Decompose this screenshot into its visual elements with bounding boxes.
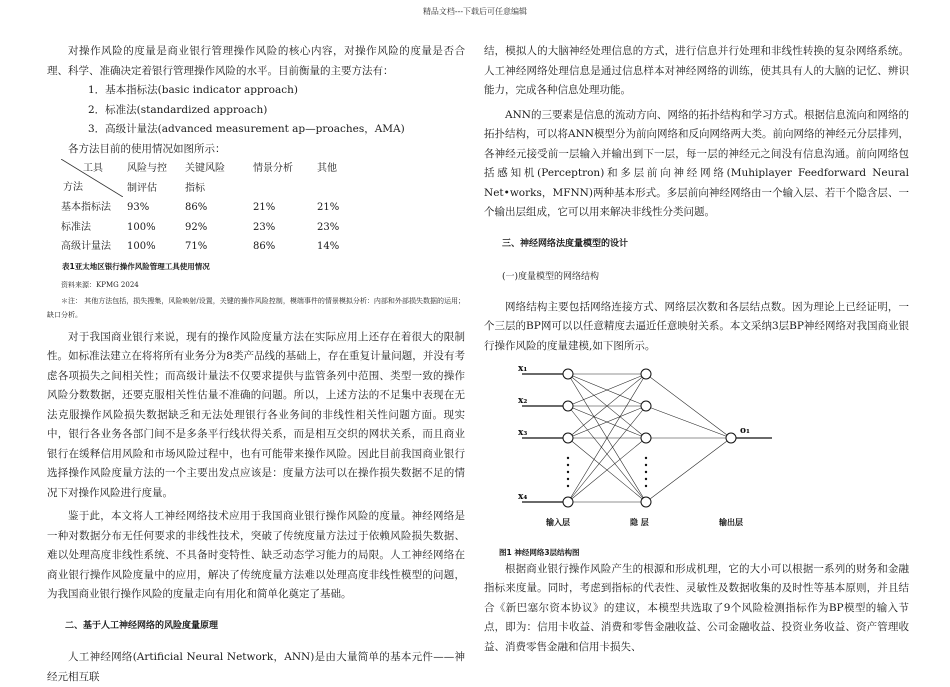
table-header-col3-top: 情景分析 bbox=[253, 163, 293, 174]
table-cell: 86% bbox=[185, 202, 208, 213]
subsection-heading-1: (一)度量模型的网络结构 bbox=[502, 272, 600, 282]
table-corner-top: 工具 bbox=[83, 163, 103, 174]
neural-network-figure bbox=[510, 362, 909, 540]
table-header-col4-bottom bbox=[317, 179, 363, 199]
methods-usage-table bbox=[61, 159, 363, 257]
table-header-col1-top: 风险与控 bbox=[127, 163, 167, 174]
table-header-col3-bottom bbox=[253, 179, 317, 199]
table-cell-method: 标准法 bbox=[61, 221, 91, 233]
right-column bbox=[484, 42, 909, 657]
table-cell: 100% bbox=[127, 221, 156, 233]
hidden-output-connection bbox=[646, 438, 731, 502]
method-item-2: 2．标准法(standardized approach) bbox=[88, 103, 268, 116]
page-header-note: 精品文档---下载后可任意编辑 bbox=[422, 7, 528, 16]
method-item-3: 3．高级计量法(advanced measurement ap—proaches，AMA) bbox=[88, 123, 405, 135]
right-paragraph-2: ANN的三要素是信息的流动方向、网络的拓扑结构和学习方式。根据信息流向和网络的拓扑结构，可以将ANN模型分为前向网络和反向网络两大类。前向网络的神经元分层排列，各神经元接受前一层输入并输出到下一层，每一层的神经元之间没有信息沟通。前向网络包括感知机(Perceptron)和多层前向神经网络(Muhiplayer Feedforward Neural Net•works，MFNN)两种基本形式。多层前向神经网络由一个输入层、若干个隐含层、一个输出层组成，它可以用来解决非线性分类问题。 bbox=[484, 108, 909, 218]
table-header-col1-bottom: 制评估 bbox=[127, 182, 157, 194]
neural-network-diagram bbox=[510, 362, 780, 532]
table-cell: 23% bbox=[317, 221, 340, 233]
input-node bbox=[563, 401, 573, 411]
input-node bbox=[563, 369, 573, 379]
table-cell: 21% bbox=[253, 202, 276, 213]
hidden-output-connection bbox=[646, 406, 731, 438]
input-node bbox=[563, 497, 573, 507]
table-source: 资料来源：KPMG 2024 bbox=[61, 280, 139, 289]
table-cell-method: 高级计量法 bbox=[61, 241, 111, 252]
method-item-1: 1．基本指标法(basic indicator approach) bbox=[88, 84, 299, 96]
hidden-output-connection bbox=[646, 374, 731, 438]
input-label-x4: x₄ bbox=[518, 492, 528, 502]
table-corner-bottom: 方法 bbox=[63, 182, 83, 193]
table-cell: 86% bbox=[253, 241, 276, 252]
table-cell: 14% bbox=[317, 241, 340, 252]
table-corner-cell bbox=[61, 159, 127, 198]
table-header-col2-top: 关键风险 bbox=[185, 163, 225, 174]
right-paragraph-4: 根据商业银行操作风险产生的根源和形成机理，它的大小可以根据一系列的财务和金融指标来度量。同时，考虑到指标的代表性、灵敏性及数据收集的及时性等基本原则，并且结合《新巴塞尔资本协议》的建议，本模型共选取了9个风险检测指标作为BP模型的输入节点，即为：信用卡收益、消费和零售金融收益、公司金融收益、投资业务收益、资产管理收益、消费零售金融和信用卡损失、 bbox=[484, 562, 909, 653]
output-layer-label: 输出层 bbox=[719, 518, 743, 527]
table-caption: 表1亚太地区银行操作风险管理工具使用情况 bbox=[62, 261, 210, 271]
section-heading-3: 三、神经网络法度量模型的设计 bbox=[502, 238, 629, 249]
table-cell: 71% bbox=[185, 241, 208, 252]
output-label-o1: o₁ bbox=[740, 426, 750, 436]
table-cell: 93% bbox=[127, 202, 150, 213]
input-node bbox=[563, 433, 573, 443]
table-header-col4-top: 其他 bbox=[317, 163, 337, 174]
body-paragraph-4: 人工神经网络(Artificial Neural Network，ANN)是由大量简单的基本元件——神经元相互联 bbox=[47, 651, 465, 683]
output-node bbox=[726, 433, 736, 443]
table-cell: 21% bbox=[317, 202, 340, 213]
left-column bbox=[47, 42, 465, 687]
table-cell-method: 基本指标法 bbox=[61, 202, 111, 213]
section-heading-2: 二、基于人工神经网络的风险度量原理 bbox=[65, 620, 219, 631]
hidden-node bbox=[641, 401, 651, 411]
right-paragraph-1: 结，模拟人的大脑神经处理信息的方式，进行信息并行处理和非线性转换的复杂网络系统。人工神经网络处理信息是通过信息样本对神经网络的训练，使其具有人的大脑的记忆、辨识能力，完成各种信息处理功能。 bbox=[484, 45, 909, 96]
hidden-layer-label: 隐 层 bbox=[630, 518, 649, 527]
table-header-col2-bottom: 指标 bbox=[185, 182, 205, 194]
body-paragraph-2: 对于我国商业银行来说，现有的操作风险度量方法在实际应用上还存在着很大的限制性。如标准法建立在将将所有业务分为8类产品线的基础上，存在重复计量问题，并没有考虑各项损失之间相关性；而高级计量法不仅要求提供与监管条列中范围、类型一致的操作风险分数数据，还要克服相关性估量不准确的问题。所以，上述方法的不足集中表现在无法克服操作风险损失数据缺乏和无法处理银行各业务间的非线性相关性问题方面。现实中，银行各业务各部门间不是多条平行线状得关系，而是相互交织的网状关系，而且商业银行在缓释信用风险和市场风险过程中，也有可能带来操作风险。因此目前我国商业银行选择操作风险度量方法的一个主要出发点应该是：度量方法可以在操作损失数据不足的情况下对操作风险进行度量。 bbox=[47, 330, 465, 499]
input-label-x1: x₁ bbox=[518, 364, 528, 374]
table-row bbox=[61, 237, 363, 257]
table-note: ＊注： 其他方法包括，损失搜集，风险映射/设置，关键的操作风险控制，模端事件的情景模拟分析：内部和外部损失数据的运用；缺口分析。 bbox=[47, 296, 465, 319]
table-row bbox=[61, 218, 363, 238]
body-paragraph-3: 鉴于此，本文将人工神经网络技术应用于我国商业银行操作风险的度量。神经网络是一种对数据分布无任何要求的非线性技术，突破了传统度量方法过于依赖风险损失数据、难以处理高度非线性系统、不具备时变特性、缺乏动态学习能力的局限。人工神经网络在商业银行操作风险度量中的应用，解决了传统度量方法难以处理高度非线性模型的问题，为我国商业银行操作风险的度量走向有用化和简单化奠定了基础。 bbox=[47, 510, 465, 600]
figure-caption: 图1 神经网络3层结构图 bbox=[499, 547, 580, 557]
table-intro: 各方法目前的使用情况如图所示： bbox=[68, 142, 226, 155]
table-cell: 23% bbox=[253, 221, 276, 233]
right-paragraph-3: 网络结构主要包括网络连接方式、网络层次数和各层结点数。因为理论上已经证明，一个三层的BP网可以以任意精度去逼近任意映射关系。本文采纳3层BP神经网络对我国商业银行操作风险的度量建模,如下图所示。 bbox=[484, 300, 909, 352]
hidden-node bbox=[641, 433, 651, 443]
table-row bbox=[61, 198, 363, 218]
input-label-x3: x₃ bbox=[518, 428, 528, 438]
table-cell: 100% bbox=[127, 241, 156, 252]
input-label-x2: x₂ bbox=[518, 396, 528, 406]
input-layer-label: 输入层 bbox=[546, 518, 570, 527]
table-cell: 92% bbox=[185, 221, 208, 233]
intro-paragraph: 对操作风险的度量是商业银行管理操作风险的核心内容，对操作风险的度量是否合理、科学、准确决定着银行管理操作风险的水平。目前衡量的主要方法有： bbox=[47, 45, 465, 77]
hidden-node bbox=[641, 369, 651, 379]
hidden-node bbox=[641, 497, 651, 507]
